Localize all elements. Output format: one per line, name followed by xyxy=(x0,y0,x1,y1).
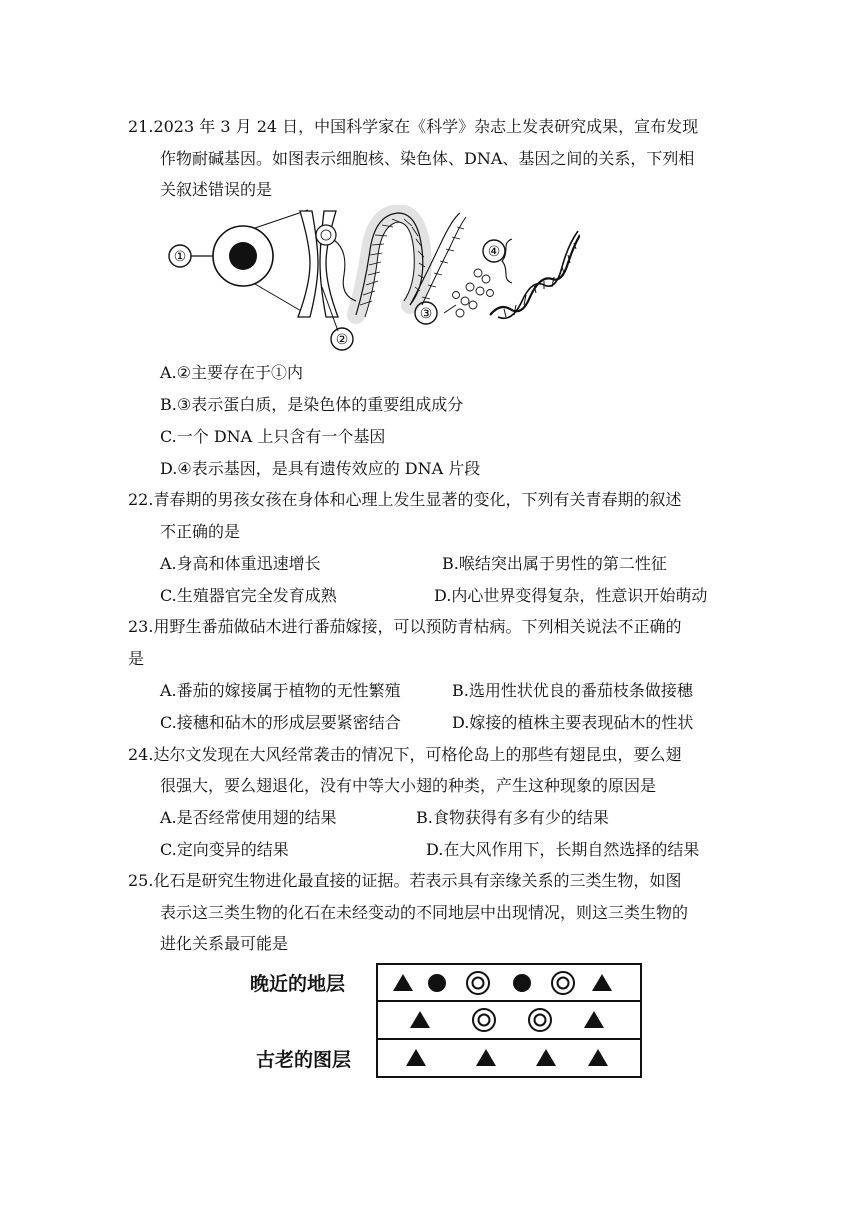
q23-option-c[interactable]: C.接穗和砧木的形成层要紧密结合 xyxy=(160,713,401,732)
fossil-dot-icon xyxy=(428,974,446,992)
q21-option-b[interactable]: B.③表示蛋白质，是染色体的重要组成成分 xyxy=(160,395,464,414)
fossil-triangle-icon xyxy=(406,1049,426,1066)
fossil-ring-icon xyxy=(529,1009,551,1031)
q22-option-c[interactable]: C.生殖器官完全发育成熟 xyxy=(160,586,337,605)
q22-stem-line1: 22.青春期的男孩女孩在身体和心理上发生显著的变化，下列有关青春期的叙述 xyxy=(128,490,682,509)
fig-label-3: ③ xyxy=(419,306,433,322)
fossil-triangle-icon xyxy=(536,1049,556,1066)
nucleus-chromosome-dna-figure xyxy=(160,205,580,355)
q24-option-b[interactable]: B.食物获得有多有少的结果 xyxy=(416,808,609,827)
q22-option-b[interactable]: B.喉结突出属于男性的第二性征 xyxy=(442,554,667,573)
q23-stem-line1: 23.用野生番茄做砧木进行番茄嫁接，可以预防青枯病。下列相关说法不正确的 xyxy=(128,617,682,636)
q24-option-d[interactable]: D.在大风作用下，长期自然选择的结果 xyxy=(426,840,700,859)
q23-option-a[interactable]: A.番茄的嫁接属于植物的无性繁殖 xyxy=(160,681,401,700)
q21-stem-line3: 关叙述错误的是 xyxy=(160,180,273,199)
strata-label-recent: 晚近的地层 xyxy=(250,973,346,995)
fossil-ring-icon xyxy=(552,972,574,994)
fossil-triangle-icon xyxy=(476,1049,496,1066)
fossil-triangle-icon xyxy=(584,1011,604,1028)
fossil-strata-figure xyxy=(250,963,642,1078)
q23-stem-line2: 是 xyxy=(128,649,145,668)
q21-option-c[interactable]: C.一个 DNA 上只含有一个基因 xyxy=(160,427,386,446)
q24-option-c[interactable]: C.定向变异的结果 xyxy=(160,840,289,859)
q21-option-d[interactable]: D.④表示基因，是具有遗传效应的 DNA 片段 xyxy=(160,459,481,478)
fossil-triangle-icon xyxy=(588,1049,608,1066)
q24-stem-line1: 24.达尔文发现在大风经常袭击的情况下，可格伦岛上的那些有翅昆虫，要么翅 xyxy=(128,745,682,764)
nucleus-core-shape xyxy=(229,242,257,270)
q22-stem-line2: 不正确的是 xyxy=(160,522,241,541)
protein-beads-shape xyxy=(453,269,494,317)
fossil-ring-icon xyxy=(473,1009,495,1031)
strata-table xyxy=(376,963,642,1078)
q23-option-d[interactable]: D.嫁接的植株主要表现砧木的性状 xyxy=(452,713,694,732)
fig-label-4: ④ xyxy=(487,244,501,260)
q25-stem-line3: 进化关系最可能是 xyxy=(160,934,289,953)
q22-option-d[interactable]: D.内心世界变得复杂，性意识开始萌动 xyxy=(434,586,708,605)
q24-stem-line2: 很强大，要么翅退化，没有中等大小翅的种类，产生这种现象的原因是 xyxy=(160,776,657,795)
q25-stem-line2: 表示这三类生物的化石在未经变动的不同地层中出现情况，则这三类生物的 xyxy=(160,903,689,922)
strata-label-ancient: 古老的图层 xyxy=(256,1049,352,1071)
fossil-triangle-icon xyxy=(410,1011,430,1028)
fossil-ring-icon xyxy=(467,972,489,994)
q21-stem-line1: 21.2023 年 3 月 24 日，中国科学家在《科学》杂志上发表研究成果，宣布发现 xyxy=(128,117,699,136)
fossil-dot-icon xyxy=(513,974,531,992)
fig-label-2: ② xyxy=(335,332,349,348)
q21-stem-line2: 作物耐碱基因。如图表示细胞核、染色体、DNA、基因之间的关系，下列相 xyxy=(160,149,695,168)
dna-double-helix-shape xyxy=(487,231,580,318)
chromatin-fiber-shape xyxy=(356,213,466,317)
fossil-triangle-icon xyxy=(393,974,413,991)
fig-label-1: ① xyxy=(173,249,187,265)
q25-stem-line1: 25.化石是研究生物进化最直接的证据。若表示具有亲缘关系的三类生物，如图 xyxy=(128,871,682,890)
q21-option-a[interactable]: A.②主要存在于①内 xyxy=(160,363,303,382)
q24-option-a[interactable]: A.是否经常使用翅的结果 xyxy=(160,808,337,827)
q22-option-a[interactable]: A.身高和体重迅速增长 xyxy=(160,554,321,573)
fossil-triangle-icon xyxy=(592,974,612,991)
q23-option-b[interactable]: B.选用性状优良的番茄枝条做接穗 xyxy=(452,681,693,700)
